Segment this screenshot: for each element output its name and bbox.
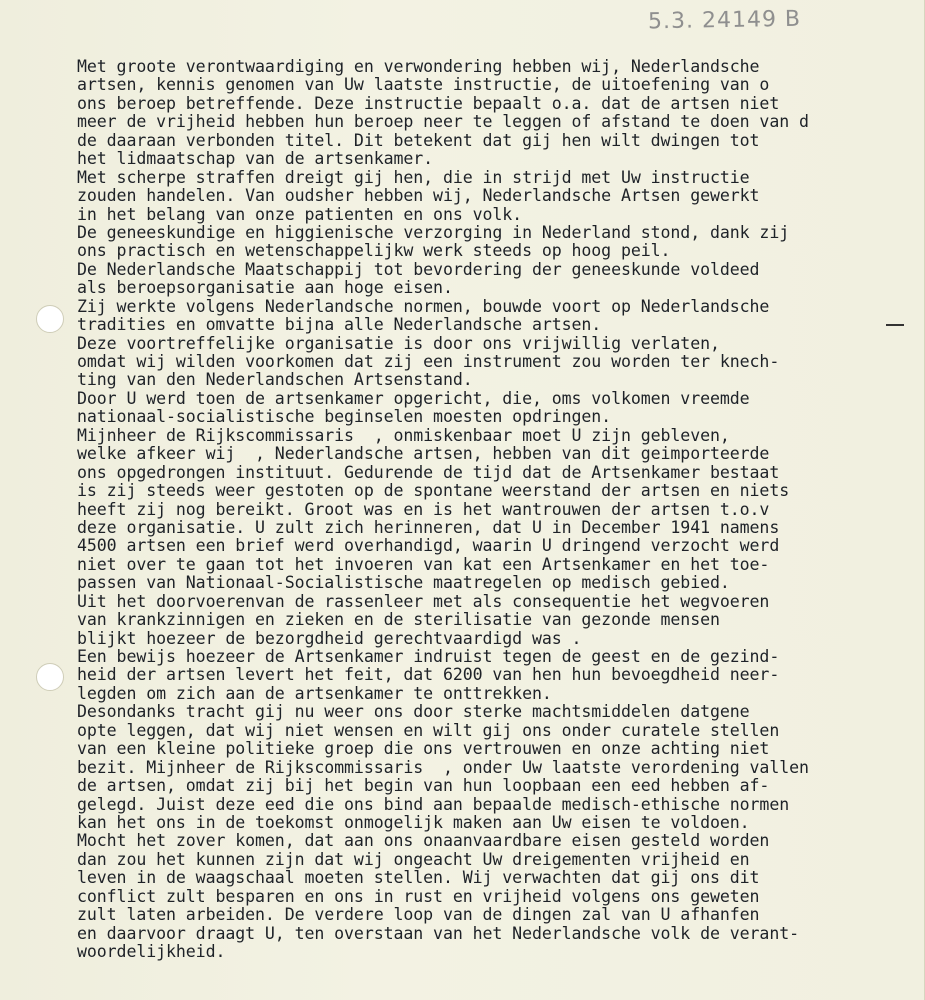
letter-line: Zij werkte volgens Nederlandsche normen, bouwde voort op Nederlandsche: [77, 296, 770, 316]
letter-line: Mocht het zover komen, dat aan ons onaanvaardbare eisen gesteld worden: [77, 831, 770, 851]
letter-line: ons practisch en wetenschappelijkw werk steeds op hoog peil.: [77, 241, 671, 261]
letter-line: Met groote verontwaardiging en verwondering hebben wij, Nederlandsche: [77, 57, 760, 76]
letter-line: blijkt hoezeer de bezorgdheid gerechtvaardigd was .: [77, 628, 582, 648]
letter-line: Desondanks tracht gij nu weer ons door sterke machtsmiddelen datgene: [77, 702, 750, 722]
letter-line: dan zou het kunnen zijn dat wij ongeacht Uw dreigementen vrijheid en: [77, 849, 750, 869]
letter-line: deze organisatie. U zult zich herinneren, dat U in December 1941 namens: [77, 517, 780, 537]
letter-line: is zij steeds weer gestoten op de spontane weerstand der artsen en niets: [77, 481, 790, 501]
letter-line: legden om zich aan de artsenkamer te onttrekken.: [77, 683, 552, 703]
letter-line: welke afkeer wij , Nederlandsche artsen, hebben van dit geimporteerde: [77, 444, 770, 464]
letter-line: ons opgedrongen instituut. Gedurende de tijd dat de Artsenkamer bestaat: [77, 462, 780, 482]
letter-line: gelegd. Juist deze eed die ons bind aan bepaalde medisch-ethische normen: [77, 794, 790, 814]
punch-hole-bottom: [36, 663, 64, 691]
letter-line: ons beroep betreffende. Deze instructie bepaalt o.a. dat de artsen niet: [77, 93, 780, 113]
letter-line: in het belang van onze patienten en ons volk.: [77, 204, 523, 224]
letter-line: conflict zult besparen en ons in rust en vrijheid volgens ons geweten: [77, 886, 760, 906]
letter-body: [77, 58, 925, 961]
letter-line: heid der artsen levert het feit, dat 6200 van hen hun bevoegdheid neer-: [77, 665, 780, 685]
letter-line: Met scherpe straffen dreigt gij hen, die in strijd met Uw instructie: [77, 167, 750, 187]
handwritten-archive-number: 5.3. 24149 B: [647, 6, 802, 35]
letter-line: ting van den Nederlandschen Artsenstand.: [77, 370, 473, 390]
letter-line: nationaal-socialistische beginselen moesten opdringen.: [77, 407, 612, 427]
letter-line: de daaraan verbonden titel. Dit betekent dat gij hen wilt dwingen tot: [77, 130, 760, 150]
letter-line: tradities en omvatte bijna alle Nederlandsche artsen.: [77, 315, 602, 335]
letter-line: 4500 artsen een brief werd overhandigd, waarin U dringend verzocht werd: [77, 536, 780, 556]
letter-line: het lidmaatschap van de artsenkamer.: [77, 149, 434, 169]
letter-line: de artsen, omdat zij bij het begin van hun loopbaan een eed hebben af-: [77, 776, 770, 796]
letter-line: Deze voortreffelijke organisatie is door ons vrijwillig verlaten,: [77, 333, 720, 353]
letter-line: van een kleine politieke groep die ons vertrouwen en onze achting niet: [77, 739, 770, 759]
letter-line: als beroepsorganisatie aan hoge eisen.: [77, 278, 453, 298]
letter-line: niet over te gaan tot het invoeren van kat een Artsenkamer en het toe-: [77, 554, 770, 574]
letter-line: leven in de waagschaal moeten stellen. Wij verwachten dat gij ons dit: [77, 868, 760, 888]
letter-line: bezit. Mijnheer de Rijkscommissaris , onder Uw laatste verordening vallen: [77, 757, 809, 777]
letter-line: passen van Nationaal-Socialistische maatregelen op medisch gebied.: [77, 573, 730, 593]
letter-line: De Nederlandsche Maatschappij tot bevordering der geneeskunde voldeed: [77, 259, 760, 279]
letter-line: De geneeskundige en higgienische verzorging in Nederland stond, dank zij: [77, 222, 790, 242]
letter-line: Door U werd toen de artsenkamer opgericht, die, oms volkomen vreemde: [77, 388, 750, 408]
letter-line: omdat wij wilden voorkomen dat zij een instrument zou worden ter knech-: [77, 352, 780, 371]
letter-line: van krankzinnigen en zieken en de sterilisatie van gezonde mensen: [77, 610, 720, 630]
letter-line: zult laten arbeiden. De verdere loop van de dingen zal van U afhanfen: [77, 905, 760, 925]
letter-line: opte leggen, dat wij niet wensen en wilt gij ons onder curatele stellen: [77, 720, 780, 740]
letter-line: heeft zij nog bereikt. Groot was en is het wantrouwen der artsen t.o.v: [77, 499, 770, 519]
letter-line: Mijnheer de Rijkscommissaris , onmiskenbaar moet U zijn gebleven,: [77, 425, 730, 445]
letter-line: Een bewijs hoezeer de Artsenkamer indruist tegen de geest en de gezind-: [77, 647, 780, 666]
letter-line: en daarvoor draagt U, ten overstaan van het Nederlandsche volk de verant-: [77, 923, 799, 943]
letter-line: meer de vrijheid hebben hun beroep neer te leggen of afstand te doen van d: [77, 112, 809, 132]
letter-line: artsen, kennis genomen van Uw laatste instructie, de uitoefening van o: [77, 75, 770, 95]
letter-line: zouden handelen. Van oudsher hebben wij, Nederlandsche Artsen gewerkt: [77, 186, 760, 206]
punch-hole-top: [36, 305, 64, 333]
letter-line: woordelijkheid.: [77, 942, 226, 961]
letter-line: Uit het doorvoerenvan de rassenleer met als consequentie het wegvoeren: [77, 591, 770, 611]
letter-line: kan het ons in de toekomst onmogelijk maken aan Uw eisen te voldoen.: [77, 812, 750, 832]
